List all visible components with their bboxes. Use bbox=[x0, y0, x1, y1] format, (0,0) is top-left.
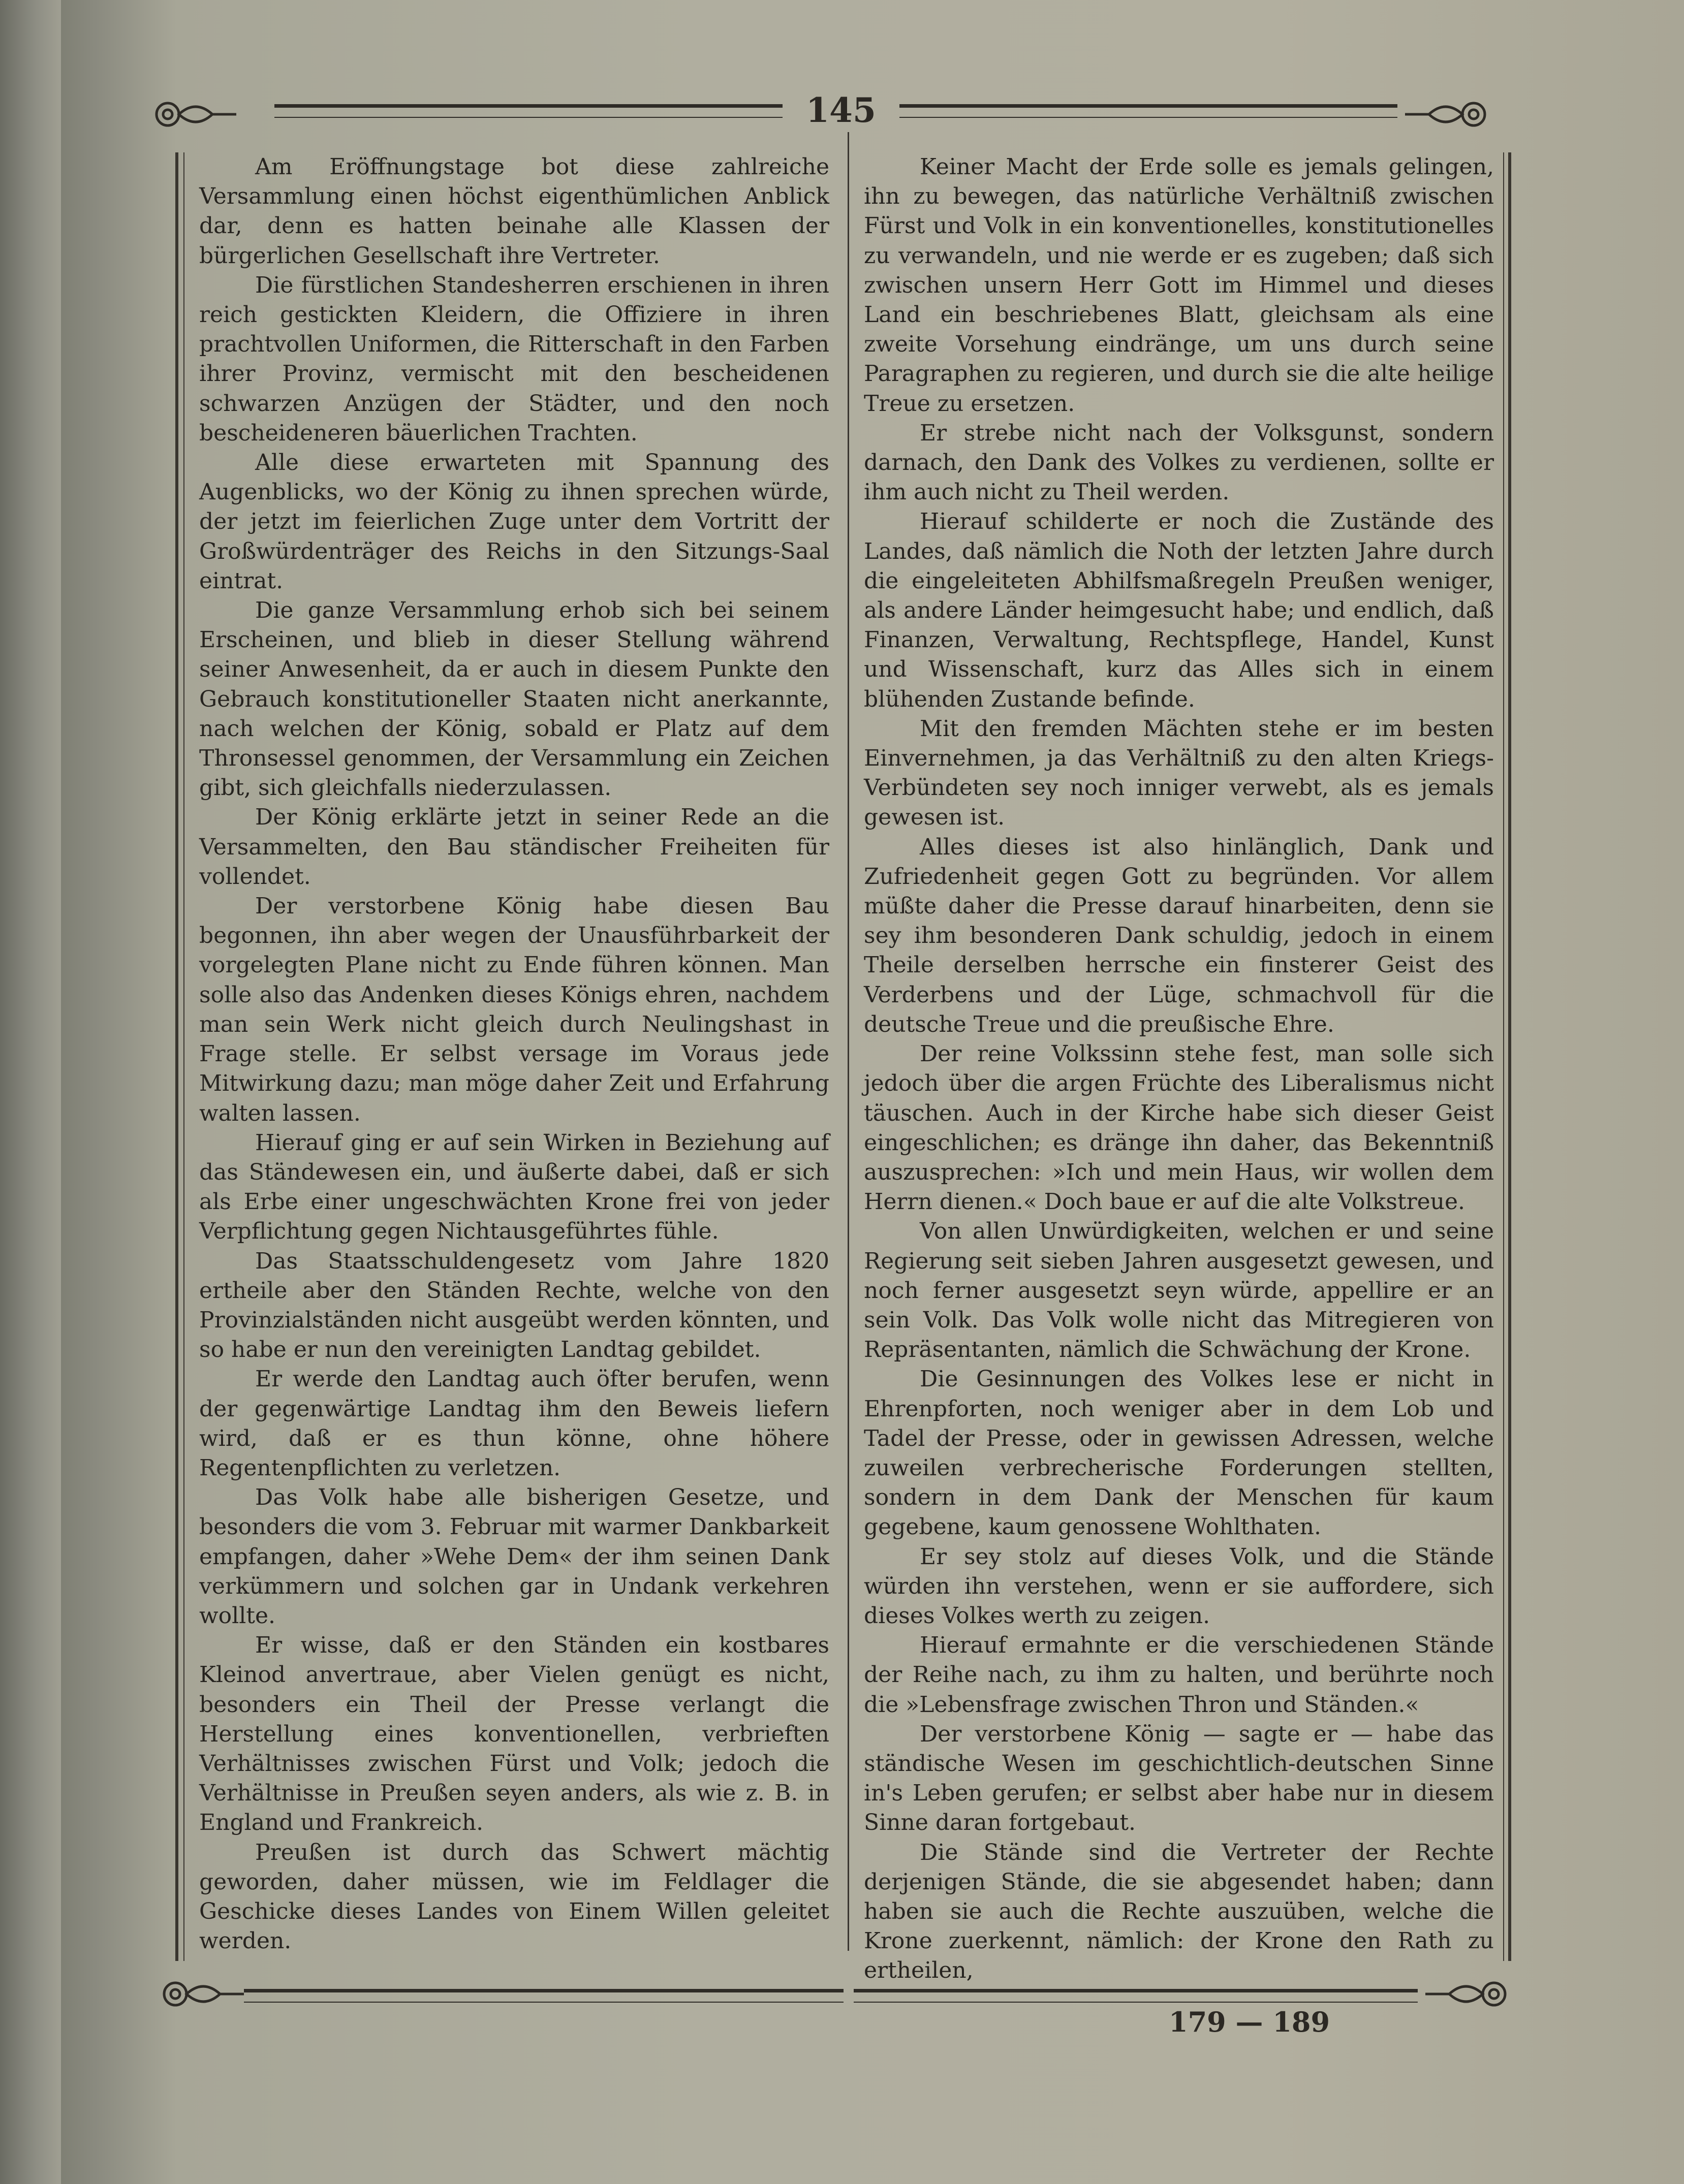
paragraph: Er werde den Landtag auch öfter berufen, wenn der gegenwärtige Landtag ihm den Beweis liefern wird, daß er es thun könne, ohne höhere Regentenpflichten zu verletzen. bbox=[199, 1366, 829, 1481]
book-spine-shadow bbox=[0, 0, 61, 2184]
column-divider bbox=[848, 132, 849, 1951]
paragraph: Hierauf ermahnte er die verschiedenen Stände der Reihe nach, zu ihm zu halten, und berührte noch die »Lebensfrage zwischen Thron und Ständen.« bbox=[864, 1632, 1494, 1718]
ornament-top-left-icon bbox=[147, 94, 239, 135]
frame-right-border bbox=[1508, 152, 1511, 1961]
paragraph: Hierauf ging er auf sein Wirken in Beziehung auf das Ständewesen ein, und äußerte dabei, daß er sich als Erbe einer ungeschwächten Krone frei von jeder Verpflichtung gegen Nichtausgeführtes fühle. bbox=[199, 1129, 829, 1245]
paragraph: Die fürstlichen Standesherren erschienen in ihren reich gestickten Kleidern, die Offiziere in ihren prachtvollen Uniformen, die Ritterschaft in den Farben ihrer Provinz, vermischt mit den bescheidenen schwarzen Anzügen der Städter, und den noch bescheideneren bäuerlichen Trachten. bbox=[199, 272, 829, 446]
paragraph: Von allen Unwürdigkeiten, welchen er und seine Regierung seit sieben Jahren ausgesetzt gewesen, und noch ferner ausgesetzt seyn würde, appellire er an sein Volk. Das Volk wolle nicht das Mitregieren von Repräsentanten, nämlich die Schwächung der Krone. bbox=[864, 1218, 1494, 1363]
paragraph: Alle diese erwarteten mit Spannung des Augenblicks, wo der König zu ihnen sprechen würde, der jetzt im feierlichen Zuge unter dem Vortritt der Großwürdenträger des Reichs in den Sitzungs-Saal eintrat. bbox=[199, 450, 829, 594]
ornament-top-right-icon bbox=[1402, 94, 1494, 135]
left-column bbox=[199, 152, 829, 1956]
paragraph: Der verstorbene König habe diesen Bau begonnen, ihn aber wegen der Unausführbarkeit der vorgelegten Plane nicht zu Ende führen können. Man solle also das Andenken dieses Königs ehren, nachdem man sein Werk nicht gleich durch Neulingshast in Frage stelle. Er selbst versage im Voraus jede Mitwirkung dazu; man möge daher Zeit und Erfahrung walten lassen. bbox=[199, 893, 829, 1126]
frame-left-border bbox=[175, 152, 178, 1961]
paragraph: Der König erklärte jetzt in seiner Rede an die Versammelten, den Bau ständischer Freiheiten für vollendet. bbox=[199, 804, 829, 890]
paragraph: Die Gesinnungen des Volkes lese er nicht in Ehrenpforten, noch weniger aber in dem Lob und Tadel der Presse, oder in gewissen Adressen, welche zuweilen verbrecherische Forderungen stellten, sondern in dem Dank der Menschen für kaum gegebene, kaum genossene Wohlthaten. bbox=[864, 1366, 1494, 1540]
paragraph: Am Eröffnungstage bot diese zahlreiche Versammlung einen höchst eigenthümlichen Anblick dar, denn es hatten beinahe alle Klassen der bürgerlichen Gesellschaft ihre Vertreter. bbox=[199, 154, 829, 269]
bottom-rule-right bbox=[854, 1989, 1418, 2003]
paragraph: Die Stände sind die Vertreter der Rechte derjenigen Stände, die sie abgesendet haben; dann haben sie auch die Rechte auszuüben, welche die Krone zuerkennt, nämlich: der Krone den Rath zu ertheilen, bbox=[864, 1839, 1494, 1984]
page-number: 145 bbox=[806, 90, 876, 130]
paragraph: Er strebe nicht nach der Volksgunst, sondern darnach, den Dank des Volkes zu verdienen, sollte er ihm auch nicht zu Theil werden. bbox=[864, 420, 1494, 505]
paragraph: Keiner Macht der Erde solle es jemals gelingen, ihn zu bewegen, das natürliche Verhältniß zwischen Fürst und Volk in ein konventionelles, konstitutionelles zu verwandeln, und nie werde er es zugeben; daß sich zwischen unsern Herr Gott im Himmel und dieses Land ein beschriebenes Blatt, gleichsam als eine zweite Vorsehung eindränge, um uns durch seine Paragraphen zu regieren, und durch sie die alte heilige Treue zu ersetzen. bbox=[864, 154, 1494, 417]
paragraph: Er sey stolz auf dieses Volk, und die Stände würden ihn verstehen, wenn er sie auffordere, sich dieses Volkes werth zu zeigen. bbox=[864, 1543, 1494, 1629]
paragraph: Mit den fremden Mächten stehe er im besten Einvernehmen, ja das Verhältniß zu den alten Kriegs-Verbündeten sey noch inniger verwebt, als es jemals gewesen ist. bbox=[864, 715, 1494, 831]
top-rule-left bbox=[274, 104, 783, 118]
paragraph: Hierauf schilderte er noch die Zustände des Landes, daß nämlich die Noth der letzten Jahre durch die eingeleiteten Abhilfsmaßregeln Preußen weniger, als andere Länder heimgesucht habe; und endlich, daß Finanzen, Verwaltung, Rechtspflege, Handel, Kunst und Wissenschaft, kurz das Alles sich in einem blühenden Zustande befinde. bbox=[864, 509, 1494, 712]
paragraph: Die ganze Versammlung erhob sich bei seinem Erscheinen, und blieb in dieser Stellung während seiner Anwesenheit, da er auch in diesem Punkte den Gebrauch konstitutioneller Staaten nicht anerkannte, nach welchen der König, sobald er Platz auf dem Thronsessel genommen, der Versammlung ein Zeichen gibt, sich gleichfalls niederzulassen. bbox=[199, 597, 829, 801]
paragraph: Alles dieses ist also hinlänglich, Dank und Zufriedenheit gegen Gott zu begründen. Vor allem müßte daher die Presse darauf hinarbeiten, denn sie sey ihm besonderen Dank schuldig, jedoch in einem Theile derselben herrsche ein finsterer Geist des Verderbens und der Lüge, schmachvoll für die deutsche Treue und die preußische Ehre. bbox=[864, 834, 1494, 1037]
footer-reference: 179 — 189 bbox=[1169, 2006, 1330, 2038]
paragraph: Er wisse, daß er den Ständen ein kostbares Kleinod anvertraue, aber Vielen genügt es nicht, besonders ein Theil der Presse verlangt die Herstellung eines konventionellen, verbrieften Verhältnisses zwischen Fürst und Volk; jedoch die Verhältnisse in Preußen seyen anders, als wie z. B. in England und Frankreich. bbox=[199, 1632, 829, 1836]
paragraph: Das Staatsschuldengesetz vom Jahre 1820 ertheile aber den Ständen Rechte, welche von den Provinzialständen nicht ausgeübt werden könnten, und so habe er nun den vereinigten Landtag gebildet. bbox=[199, 1248, 829, 1363]
paragraph: Der verstorbene König — sagte er — habe das ständische Wesen im geschichtlich-deutschen Sinne in's Leben gerufen; er selbst aber habe nur in diesem Sinne daran fortgebaut. bbox=[864, 1721, 1494, 1836]
paragraph: Das Volk habe alle bisherigen Gesetze, und besonders die vom 3. Februar mit warmer Dankbarkeit empfangen, daher »Wehe Dem« der ihm seinen Dank verkümmern und solchen gar in Undank verkehren wollte. bbox=[199, 1484, 829, 1629]
right-column bbox=[864, 152, 1494, 1986]
paragraph: Der reine Volkssinn stehe fest, man solle sich jedoch über die argen Früchte des Liberalismus nicht täuschen. Auch in der Kirche habe sich dieser Geist eingeschlichen; es dränge ihn daher, das Bekenntniß auszusprechen: »Ich und mein Haus, wir wollen dem Herrn dienen.« Doch baue er auf die alte Volkstreue. bbox=[864, 1041, 1494, 1215]
ornament-bottom-left-icon bbox=[155, 1974, 246, 2014]
bottom-rule-left bbox=[244, 1989, 844, 2003]
top-rule-right bbox=[899, 104, 1397, 118]
paragraph: Preußen ist durch das Schwert mächtig geworden, daher müssen, wie im Feldlager die Geschicke dieses Landes von Einem Willen geleitet werden. bbox=[199, 1839, 829, 1954]
